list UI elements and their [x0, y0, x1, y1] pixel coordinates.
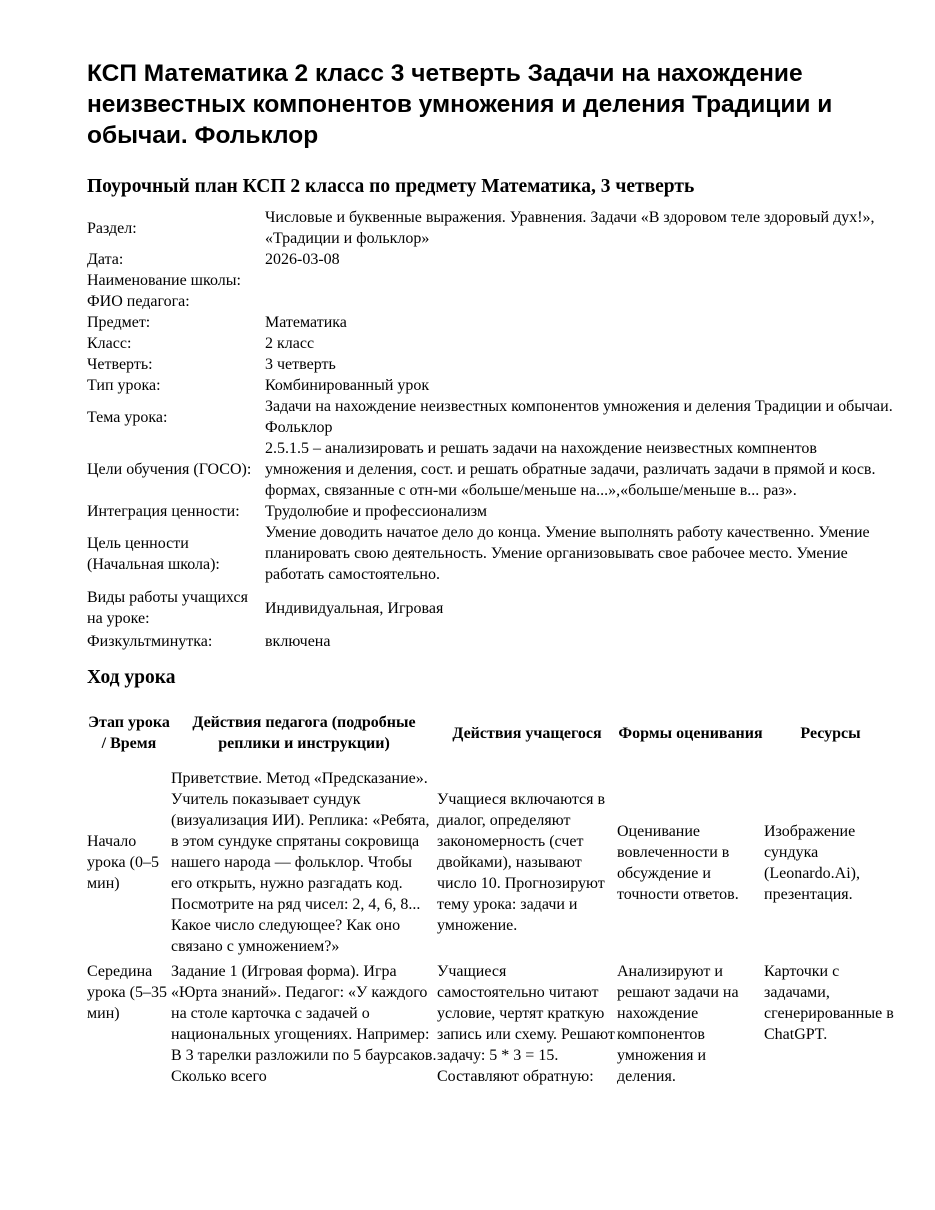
info-label: Четверть: [87, 356, 153, 373]
info-row [87, 207, 897, 249]
info-label: Цели обучения (ГОСО): [87, 461, 252, 478]
lesson-flow-table [87, 698, 897, 1091]
cell-assessment: Анализируют и решают задачи на нахождение компонентов умножения и деления. [617, 963, 739, 1085]
header-stage: Этап урока / Время [88, 714, 170, 752]
info-row [87, 270, 897, 291]
info-value: Индивидуальная, Игровая [265, 599, 444, 617]
info-row [87, 631, 897, 652]
document-title: КСП Математика 2 класс 3 четверть Задачи на нахождение неизвестных компонентов умножения и деления Традиции и обычаи. Фольклор [87, 60, 833, 149]
info-value: Комбинированный урок [265, 377, 430, 394]
info-label: Цель ценности (Начальная школа): [87, 534, 220, 573]
table-row [87, 961, 897, 1091]
lesson-info-table [87, 207, 897, 652]
header-teacher-actions: Действия педагога (подробные реплики и инструкции) [192, 714, 416, 752]
info-label: Виды работы учащихся на уроке: [87, 589, 248, 627]
cell-resources: Изображение сундука (Leonardo.Ai), презентация. [764, 822, 860, 903]
info-value [265, 291, 897, 312]
info-row [87, 291, 897, 312]
info-row [87, 438, 897, 501]
info-row [87, 312, 897, 333]
info-label: Наименование школы: [87, 272, 241, 289]
info-value: 2026-03-08 [265, 251, 340, 268]
header-student-actions: Действия учащегося [452, 724, 602, 742]
info-label: Раздел: [87, 219, 137, 237]
info-value: Математика [265, 314, 347, 331]
info-label: Тип урока: [87, 377, 161, 394]
cell-teacher-actions: Приветствие. Метод «Предсказание». Учитель показывает сундук (визуализация ИИ). Реплика: «Ребята, в этом сундуке спрятаны сокровища нашего народа — фольклор. Чтобы его открыть, нужно разгадать код. Посмотрите на ряд чисел: 2, 4, 6, 8... Какое число следующее? Как оно связано с умножением?» [171, 770, 430, 955]
info-label: Дата: [87, 251, 124, 268]
info-value: Числовые и буквенные выражения. Уравнения. Задачи «В здоровом теле здоровый дух!», «Традиции и фольклор» [265, 209, 875, 247]
info-value: Трудолюбие и профессионализм [265, 503, 487, 520]
info-value: Задачи на нахождение неизвестных компонентов умножения и деления Традиции и обычаи. Фольклор [265, 398, 893, 436]
lesson-heading: Ход урока [87, 667, 176, 688]
cell-assessment: Оценивание вовлеченности в обсуждение и точности ответов. [617, 822, 739, 903]
info-label: Физкультминутка: [87, 633, 213, 650]
info-value: 2 класс [265, 335, 315, 352]
info-row [87, 501, 897, 522]
info-label: Класс: [87, 335, 132, 352]
info-value: включена [265, 633, 331, 650]
cell-student-actions: Учащиеся включаются в диалог, определяют закономерность (счет двойками), называют число 10. Прогнозируют тему урока: задачи и умножение. [437, 791, 606, 934]
info-value: Умение доводить начатое дело до конца. Умение выполнять работу качественно. Умение планировать свою деятельность. Умение организовывать свое рабочее место. Умение работать самостоятельно. [265, 524, 870, 583]
info-value: 2.5.1.5 – анализировать и решать задачи на нахождение неизвестных компнентов умножения и деления, сост. и решать обратные задачи, различать задачи в прямой и косв. формах, связанные с отн-ми «больше/меньше на...»,«больше/меньше в... раз». [265, 440, 876, 499]
info-label: Тема урока: [87, 408, 168, 426]
header-assessment: Формы оценивания [618, 724, 763, 742]
info-row [87, 375, 897, 396]
info-value: 3 четверть [265, 356, 336, 373]
info-label: Предмет: [87, 314, 151, 331]
info-row [87, 249, 897, 270]
plan-subtitle: Поурочный план КСП 2 класса по предмету Математика, 3 четверть [87, 176, 695, 197]
table-header-row [87, 698, 897, 768]
cell-stage: Начало урока (0–5 мин) [87, 833, 159, 892]
cell-stage: Середина урока (5–35 мин) [87, 963, 167, 1022]
document-page [87, 58, 897, 1091]
cell-teacher-actions: Задание 1 (Игровая форма). Игра «Юрта знаний». Педагог: «У каждого на столе карточка с задачей о национальных угощениях. Например: В 3 тарелки разложили по 5 баурсаков. Сколько всего [171, 963, 437, 1085]
info-row [87, 522, 897, 585]
header-resources: Ресурсы [800, 724, 861, 742]
info-label: ФИО педагога: [87, 293, 190, 310]
cell-student-actions: Учащиеся самостоятельно читают условие, чертят краткую запись или схему. Решают задачу: 5 * 3 = 15. Составляют обратную: [437, 963, 615, 1085]
info-row [87, 333, 897, 354]
table-row [87, 768, 897, 961]
info-label: Интеграция ценности: [87, 503, 240, 520]
info-row [87, 396, 897, 438]
info-row [87, 354, 897, 375]
cell-resources: Карточки с задачами, сгенерированные в ChatGPT. [764, 963, 894, 1043]
info-row [87, 585, 897, 631]
info-value [265, 270, 897, 291]
